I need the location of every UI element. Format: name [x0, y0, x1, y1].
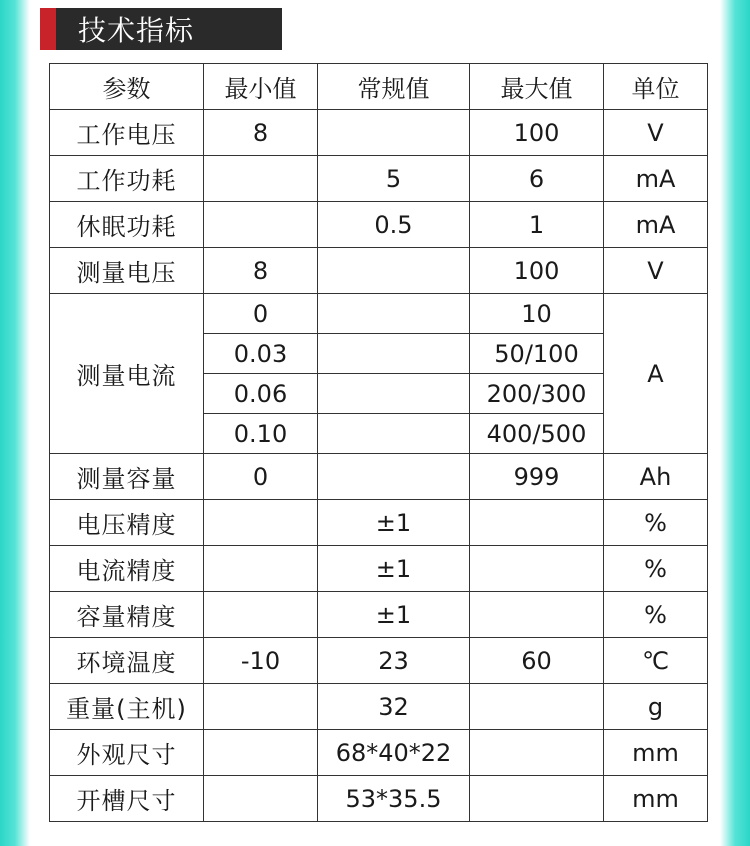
header-max: 最大值: [470, 64, 604, 110]
max-cell: 100: [470, 248, 604, 294]
unit-cell: mA: [604, 202, 708, 248]
min-cell: [204, 500, 318, 546]
unit-cell: ℃: [604, 638, 708, 684]
max-cell: 6: [470, 156, 604, 202]
typ-cell: 5: [318, 156, 470, 202]
min-cell: 0.06: [204, 374, 318, 414]
unit-cell-current: A: [604, 294, 708, 454]
table-row: [50, 638, 708, 684]
max-cell: 1: [470, 202, 604, 248]
unit-cell: %: [604, 592, 708, 638]
min-cell: [204, 776, 318, 822]
table-header-row: [50, 64, 708, 110]
max-cell: 10: [470, 294, 604, 334]
typ-cell: [318, 374, 470, 414]
section-title-bar: [40, 8, 282, 50]
param-cell: 环境温度: [50, 638, 204, 684]
max-cell: 999: [470, 454, 604, 500]
min-cell: 0: [204, 294, 318, 334]
unit-cell: V: [604, 248, 708, 294]
min-cell: [204, 546, 318, 592]
max-cell: [470, 730, 604, 776]
min-cell: [204, 730, 318, 776]
min-cell: [204, 592, 318, 638]
table-row: [50, 730, 708, 776]
min-cell: -10: [204, 638, 318, 684]
param-cell: 电流精度: [50, 546, 204, 592]
table-row: [50, 684, 708, 730]
param-cell: 重量(主机): [50, 684, 204, 730]
header-min: 最小值: [204, 64, 318, 110]
unit-cell: mm: [604, 776, 708, 822]
max-cell: [470, 500, 604, 546]
table-row: [50, 156, 708, 202]
table-row: [50, 110, 708, 156]
unit-cell: mA: [604, 156, 708, 202]
table-row: [50, 454, 708, 500]
typ-cell: ±1: [318, 546, 470, 592]
section-title: 技术指标: [78, 14, 195, 47]
typ-cell: [318, 110, 470, 156]
max-cell: 100: [470, 110, 604, 156]
header-unit: 单位: [604, 64, 708, 110]
max-cell: 60: [470, 638, 604, 684]
param-cell: 测量容量: [50, 454, 204, 500]
left-edge-band: [0, 0, 30, 846]
min-cell: 0.10: [204, 414, 318, 454]
min-cell: [204, 684, 318, 730]
param-cell: 电压精度: [50, 500, 204, 546]
unit-cell: %: [604, 546, 708, 592]
param-cell: 测量电压: [50, 248, 204, 294]
unit-cell: %: [604, 500, 708, 546]
min-cell: 0.03: [204, 334, 318, 374]
unit-cell: g: [604, 684, 708, 730]
max-cell: [470, 776, 604, 822]
typ-cell: [318, 334, 470, 374]
min-cell: 8: [204, 248, 318, 294]
max-cell: [470, 546, 604, 592]
header-typ: 常规值: [318, 64, 470, 110]
header-param: 参数: [50, 64, 204, 110]
min-cell: 0: [204, 454, 318, 500]
max-cell: 50/100: [470, 334, 604, 374]
typ-cell: ±1: [318, 500, 470, 546]
typ-cell: 53*35.5: [318, 776, 470, 822]
param-cell: 外观尺寸: [50, 730, 204, 776]
right-edge-band: [720, 0, 750, 846]
typ-cell: 32: [318, 684, 470, 730]
min-cell: [204, 202, 318, 248]
typ-cell: [318, 454, 470, 500]
max-cell: [470, 684, 604, 730]
param-cell: 工作电压: [50, 110, 204, 156]
table-row: [50, 546, 708, 592]
table-row: [50, 202, 708, 248]
unit-cell: Ah: [604, 454, 708, 500]
table-row-current: [50, 294, 708, 334]
param-cell: 容量精度: [50, 592, 204, 638]
typ-cell: 0.5: [318, 202, 470, 248]
min-cell: [204, 156, 318, 202]
param-cell: 工作功耗: [50, 156, 204, 202]
unit-cell: mm: [604, 730, 708, 776]
table-row: [50, 500, 708, 546]
typ-cell: 68*40*22: [318, 730, 470, 776]
table-row: [50, 776, 708, 822]
min-cell: 8: [204, 110, 318, 156]
table-row: [50, 592, 708, 638]
param-cell: 休眠功耗: [50, 202, 204, 248]
max-cell: 200/300: [470, 374, 604, 414]
typ-cell: [318, 248, 470, 294]
typ-cell: [318, 414, 470, 454]
param-cell: 开槽尺寸: [50, 776, 204, 822]
typ-cell: [318, 294, 470, 334]
unit-cell: V: [604, 110, 708, 156]
param-cell-current: 测量电流: [50, 294, 204, 454]
typ-cell: ±1: [318, 592, 470, 638]
table-row: [50, 248, 708, 294]
max-cell: 400/500: [470, 414, 604, 454]
max-cell: [470, 592, 604, 638]
typ-cell: 23: [318, 638, 470, 684]
spec-table: [49, 63, 708, 822]
